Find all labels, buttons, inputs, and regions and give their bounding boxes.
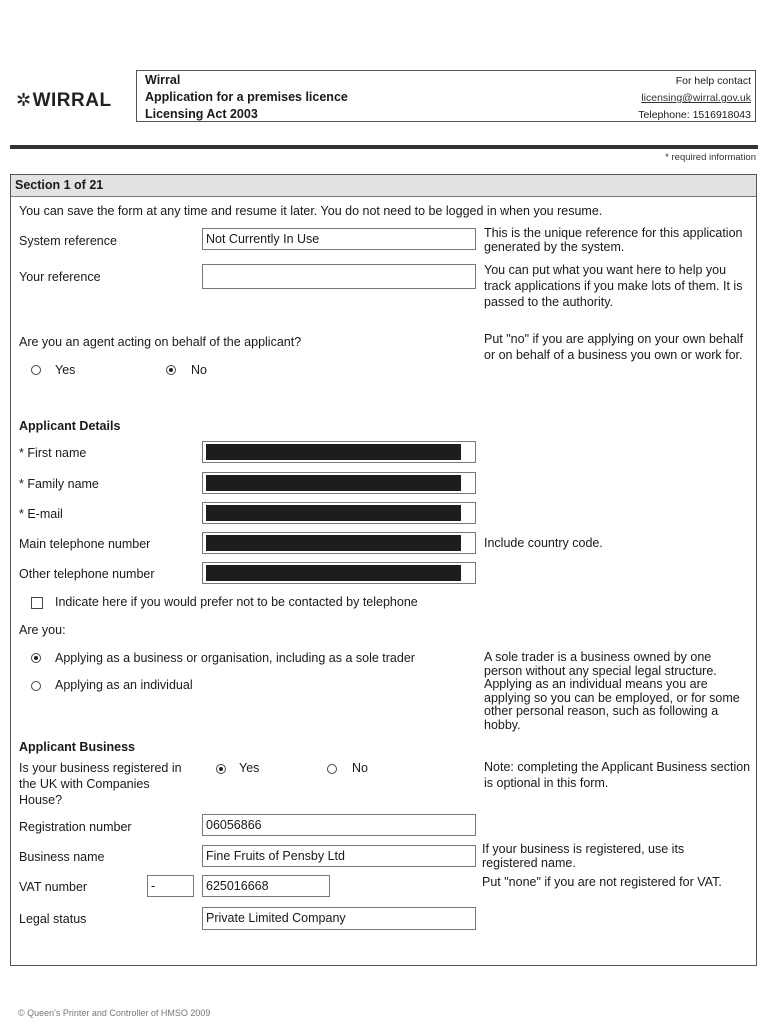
- help-contact: For help contact licensing@wirral.gov.uk Telephone: 1516918043: [638, 73, 751, 124]
- registration-number-label: Registration number: [19, 820, 132, 834]
- main-phone-input[interactable]: [202, 532, 476, 554]
- applying-business-radio[interactable]: [31, 653, 41, 663]
- business-name-note: If your business is registered, use its registered name.: [482, 842, 685, 870]
- redaction: [206, 475, 461, 491]
- header-title: Wirral Application for a premises licence Licensing Act 2003: [145, 73, 348, 121]
- main-phone-note: Include country code.: [484, 536, 603, 550]
- legal-status-input[interactable]: Private Limited Company: [202, 907, 476, 930]
- vat-note: Put "none" if you are not registered for VAT.: [482, 875, 722, 889]
- main-phone-label: Main telephone number: [19, 537, 151, 551]
- header-box: [136, 70, 756, 122]
- applying-business-label: Applying as a business or organisation, including as a sole trader: [55, 651, 415, 665]
- footer-copyright: © Queen's Printer and Controller of HMSO 2009: [18, 1008, 211, 1018]
- system-reference-label: System reference: [19, 234, 117, 248]
- help-phone: Telephone: 1516918043: [638, 109, 751, 121]
- registered-no-radio[interactable]: [327, 764, 337, 774]
- applying-individual-radio[interactable]: [31, 681, 41, 691]
- wirral-logo: ✲WIRRAL: [16, 90, 112, 111]
- applicant-details-heading: Applicant Details: [19, 419, 121, 433]
- redaction: [206, 565, 461, 581]
- gear-icon: ✲: [16, 90, 32, 110]
- applicant-business-heading: Applicant Business: [19, 740, 135, 754]
- header-rule: [10, 145, 758, 149]
- redaction: [206, 444, 461, 460]
- agent-yes-label: Yes: [55, 363, 76, 377]
- registration-number-input[interactable]: 06056866: [202, 814, 476, 836]
- registered-yes-label: Yes: [239, 761, 260, 775]
- agent-note: Put "no" if you are applying on your own behalf or on behalf of a business you own or work for.: [484, 332, 744, 362]
- help-email-link[interactable]: licensing@wirral.gov.uk: [641, 92, 751, 104]
- registered-question: Is your business registered in the UK with Companies House?: [19, 761, 182, 807]
- are-you-label: Are you:: [19, 623, 66, 637]
- family-name-label: * Family name: [19, 477, 99, 491]
- section-panel: [10, 174, 757, 966]
- vat-number-label: VAT number: [19, 880, 88, 894]
- other-phone-label: Other telephone number: [19, 567, 155, 581]
- first-name-input[interactable]: [202, 441, 476, 463]
- legal-status-label: Legal status: [19, 912, 87, 926]
- email-input[interactable]: [202, 502, 476, 524]
- vat-number-input[interactable]: 625016668: [202, 875, 330, 897]
- registered-no-label: No: [352, 761, 368, 775]
- other-phone-input[interactable]: [202, 562, 476, 584]
- agent-no-label: No: [191, 363, 207, 377]
- business-name-input[interactable]: Fine Fruits of Pensby Ltd: [202, 845, 476, 867]
- redaction: [206, 535, 461, 551]
- intro-text: You can save the form at any time and resume it later. You do not need to be logged in when you resume.: [19, 204, 603, 218]
- agent-question: Are you an agent acting on behalf of the applicant?: [19, 335, 302, 349]
- system-reference-field: Not Currently In Use: [202, 228, 476, 250]
- email-label: * E-mail: [19, 507, 63, 521]
- agent-yes-radio[interactable]: [31, 365, 41, 375]
- your-reference-label: Your reference: [19, 270, 101, 284]
- section-header: Section 1 of 21: [11, 175, 756, 197]
- sole-trader-note: A sole trader is a business owned by one person without any special legal structure. Applying as an individual means you are applying so you can be employed, or for some other personal reason, such as following a hobby.: [484, 650, 740, 732]
- agent-no-radio[interactable]: [166, 365, 176, 375]
- your-reference-input[interactable]: [202, 264, 476, 289]
- first-name-label: * First name: [19, 446, 87, 460]
- registered-yes-radio[interactable]: [216, 764, 226, 774]
- applying-individual-label: Applying as an individual: [55, 678, 193, 692]
- business-optional-note: Note: completing the Applicant Business section is optional in this form.: [484, 760, 751, 790]
- system-reference-note: This is the unique reference for this application generated by the system.: [484, 226, 743, 254]
- vat-prefix-input[interactable]: -: [147, 875, 194, 897]
- your-reference-note: You can put what you want here to help you track applications if you make lots of them. It is passed to the authority.: [484, 263, 743, 309]
- required-note: * required information: [665, 152, 756, 163]
- family-name-input[interactable]: [202, 472, 476, 494]
- no-phone-contact-checkbox[interactable]: [31, 597, 43, 609]
- no-phone-contact-label: Indicate here if you would prefer not to be contacted by telephone: [55, 595, 418, 609]
- business-name-label: Business name: [19, 850, 105, 864]
- redaction: [206, 505, 461, 521]
